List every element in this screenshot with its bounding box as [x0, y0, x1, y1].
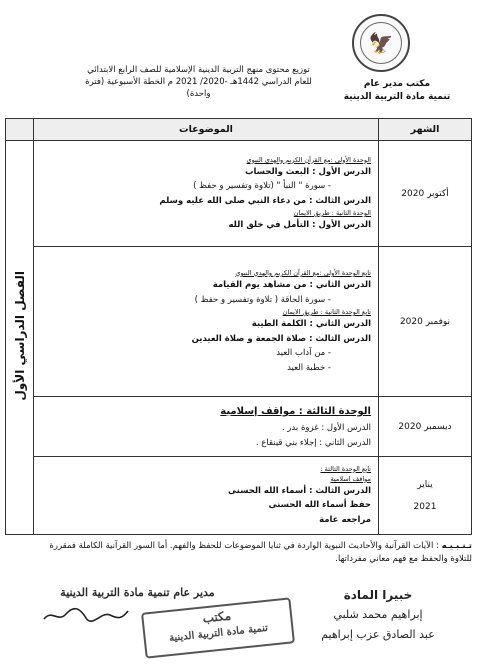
title-line-2: للعام الدراسي 1442هـ -2020/ 2021 م الخطة الأسبوعية (فترة واحدة) [85, 77, 312, 99]
unit-heading: تابع الوحدة الثالثة : [320, 464, 371, 473]
lesson-line: - سورة " النبأ " (تلاوة وتفسير و حفظ ) [193, 181, 331, 191]
lesson-line: حفظ أسماء الله الحسنى [268, 500, 371, 511]
note-block [10, 540, 472, 566]
table-row [6, 141, 472, 247]
unit-heading: الوحدة الثانية : طريق الايمان [293, 209, 371, 217]
office-line-2: تنمية مادة التربية الدينية [343, 92, 451, 102]
stamp-line-2: تنمية مادة التربية الدينية [168, 622, 269, 645]
expert-name: إبراهيم محمد شلبي [333, 608, 423, 621]
topics-cell [34, 247, 379, 397]
office-name [322, 78, 472, 104]
lesson-line: - سورة الحاقة ( تلاوة وتفسير و حفظ ) [194, 294, 331, 305]
curriculum-table [5, 118, 472, 535]
lesson-line: الدرس الثالث : أسماء الله الحسنى [228, 485, 371, 496]
handwritten-signature [40, 605, 130, 625]
term-column-header [6, 119, 34, 141]
note-text-2: للتلاوة والحفظ مع فهم معاني مفرداتها. [335, 554, 472, 564]
month-cell: نوفمبر 2020 [379, 247, 472, 397]
unit-heading: الوحدة الأولى :مع القرآن الكريم والهدي النبوي [246, 155, 371, 164]
month-column-header: الشهر [379, 119, 472, 141]
topics-column-header: الموضوعات [34, 119, 379, 141]
unit-heading: تابع الوحدة الأولى :مع القرآن الكريم والهدي النبوي [235, 269, 371, 277]
page-header [10, 14, 472, 110]
lesson-line: الدرس الثالث : من دعاء النبي صلى الله عليه وسلم [159, 195, 371, 206]
lesson-line: الدرس الأول : غزوة بدر . [281, 423, 371, 433]
subject-experts [298, 585, 458, 645]
unit-heading: تابع الوحدة الثانية : طريق الايمان [282, 308, 371, 316]
unit-heading: مواقف اسلامية [330, 474, 371, 483]
lesson-line: مراجعه عامة [319, 514, 371, 525]
ministry-emblem-icon [352, 14, 410, 72]
document-title [80, 64, 317, 100]
experts-title: خبيرا المادة [343, 588, 413, 602]
office-line-1: مكتب مدير عام [363, 79, 431, 89]
month-name: يناير [417, 479, 433, 490]
lesson-line: الدرس الثالث : صلاة الجمعة و صلاة العيدين [191, 333, 371, 344]
note-lead: تـنـبـيـه [441, 541, 472, 551]
month-cell [379, 457, 472, 535]
table-row [6, 397, 472, 457]
month-year: 2021 [413, 501, 437, 512]
eagle-icon: 🦅 [360, 22, 402, 64]
lesson-line: الدرس الثاني : إجلاء بني قينقاع . [255, 437, 371, 448]
month-cell: أكتوبر 2020 [379, 141, 472, 247]
table-row [6, 457, 472, 535]
expert-name: عبد الصادق عزب إبراهيم [321, 628, 435, 641]
term-cell [6, 141, 34, 535]
term-label: الفصل الدراسي الأول [12, 270, 27, 401]
note-text: : الآيات القرآنية والأحاديث النبوية الواردة في ثنايا الموضوعات للحفظ والفهم. أما السور القرآنية الكاملة فمقررة [49, 541, 439, 551]
title-line-1: توزيع محتوى منهج التربية الدينية الإسلامية للصف الرابع الابتدائي [87, 65, 310, 75]
topics-cell [34, 397, 379, 457]
month-cell: ديسمبر 2020 [379, 397, 472, 457]
office-stamp [141, 597, 295, 658]
lesson-line: الدرس الثاني : الكلمة الطيبة [251, 319, 371, 329]
topics-cell [34, 457, 379, 535]
unit-heading: الوحدة الثالثة : مواقف إسلامية [220, 406, 371, 417]
lesson-line: الدرس الأول : البعث والحساب [244, 166, 371, 177]
table-header-row [6, 119, 472, 141]
lesson-line: - من آداب العيد [276, 348, 331, 358]
lesson-line: - خطبة العيد [287, 362, 331, 373]
topics-cell [34, 141, 379, 247]
table-row [6, 247, 472, 397]
director-title: مدير عام تنمية مادة التربية الدينية [60, 586, 215, 599]
stamp-line-1: مكتب [201, 608, 232, 626]
lesson-line: الدرس الثاني : من مشاهد يوم القيامة [212, 280, 371, 290]
lesson-line: الدرس الأول : التأمل في خلق الله [228, 220, 371, 230]
